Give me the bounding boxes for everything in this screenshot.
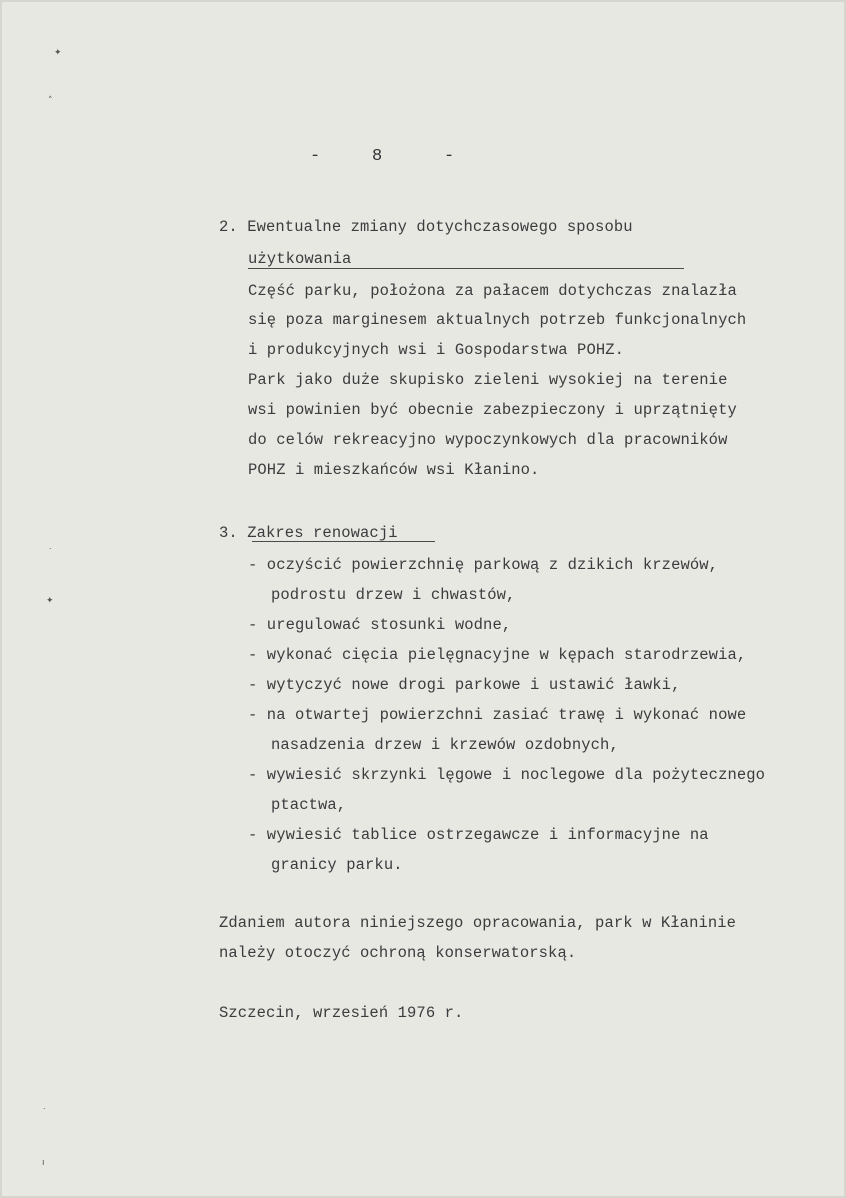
- margin-speck: ı: [42, 1158, 45, 1168]
- section2-paragraph-line: Część parku, położona za pałacem dotychczas znalazła: [248, 282, 737, 300]
- margin-speck: ˄: [48, 96, 53, 106]
- section2-paragraph-line: się poza marginesem aktualnych potrzeb funkcjonalnych: [248, 311, 747, 329]
- margin-speck: ˙: [48, 548, 53, 558]
- section3-list-item: - na otwartej powierzchni zasiać trawę i wykonać nowe: [248, 706, 747, 724]
- section3-list-item: - wykonać cięcia pielęgnacyjne w kępach starodrzewia,: [248, 646, 747, 664]
- section2-paragraph-line: POHZ i mieszkańców wsi Kłanino.: [248, 461, 540, 479]
- section3-list-item: - oczyścić powierzchnię parkową z dzikich krzewów,: [248, 556, 719, 574]
- section3-list-item: - wytyczyć nowe drogi parkowe i ustawić ławki,: [248, 676, 681, 694]
- section3-list-item-continuation: nasadzenia drzew i krzewów ozdobnych,: [271, 736, 619, 754]
- margin-speck: ˙: [42, 1108, 47, 1118]
- section3-list-item-continuation: podrostu drzew i chwastów,: [271, 586, 516, 604]
- section3-list-item-continuation: granicy parku.: [271, 856, 403, 874]
- section2-paragraph-line: Park jako duże skupisko zieleni wysokiej na terenie: [248, 371, 728, 389]
- section2-heading-line1: 2. Ewentualne zmiany dotychczasowego sposobu: [219, 218, 633, 236]
- place-date: Szczecin, wrzesień 1976 r.: [219, 1004, 464, 1022]
- closing-line: Zdaniem autora niniejszego opracowania, park w Kłaninie: [219, 914, 737, 932]
- section3-list-item: - wywiesić skrzynki lęgowe i noclegowe dla pożytecznego: [248, 766, 766, 784]
- section2-paragraph-line: wsi powinien być obecnie zabezpieczony i uprzątnięty: [248, 401, 737, 419]
- section2-paragraph-line: do celów rekreacyjno wypoczynkowych dla pracowników: [248, 431, 728, 449]
- margin-speck: ✦: [54, 48, 62, 58]
- section3-list-item-continuation: ptactwa,: [271, 796, 347, 814]
- closing-line: należy otoczyć ochroną konserwatorską.: [219, 944, 577, 962]
- page-number-dash-left: -: [310, 147, 321, 166]
- section3-heading-underline: [252, 541, 435, 542]
- page-number-value: 8: [372, 147, 383, 166]
- section3-list-item: - wywiesić tablice ostrzegawcze i informacyjne na: [248, 826, 709, 844]
- section2-heading-line2: użytkowania: [248, 250, 352, 268]
- section3-list-item: - uregulować stosunki wodne,: [248, 616, 512, 634]
- section3-heading: 3. Zakres renowacji: [219, 524, 398, 542]
- section2-heading-underline: [248, 268, 684, 269]
- section2-paragraph-line: i produkcyjnych wsi i Gospodarstwa POHZ.: [248, 341, 625, 359]
- margin-speck: ✦: [46, 596, 54, 606]
- page-number-dash-right: -: [444, 147, 455, 166]
